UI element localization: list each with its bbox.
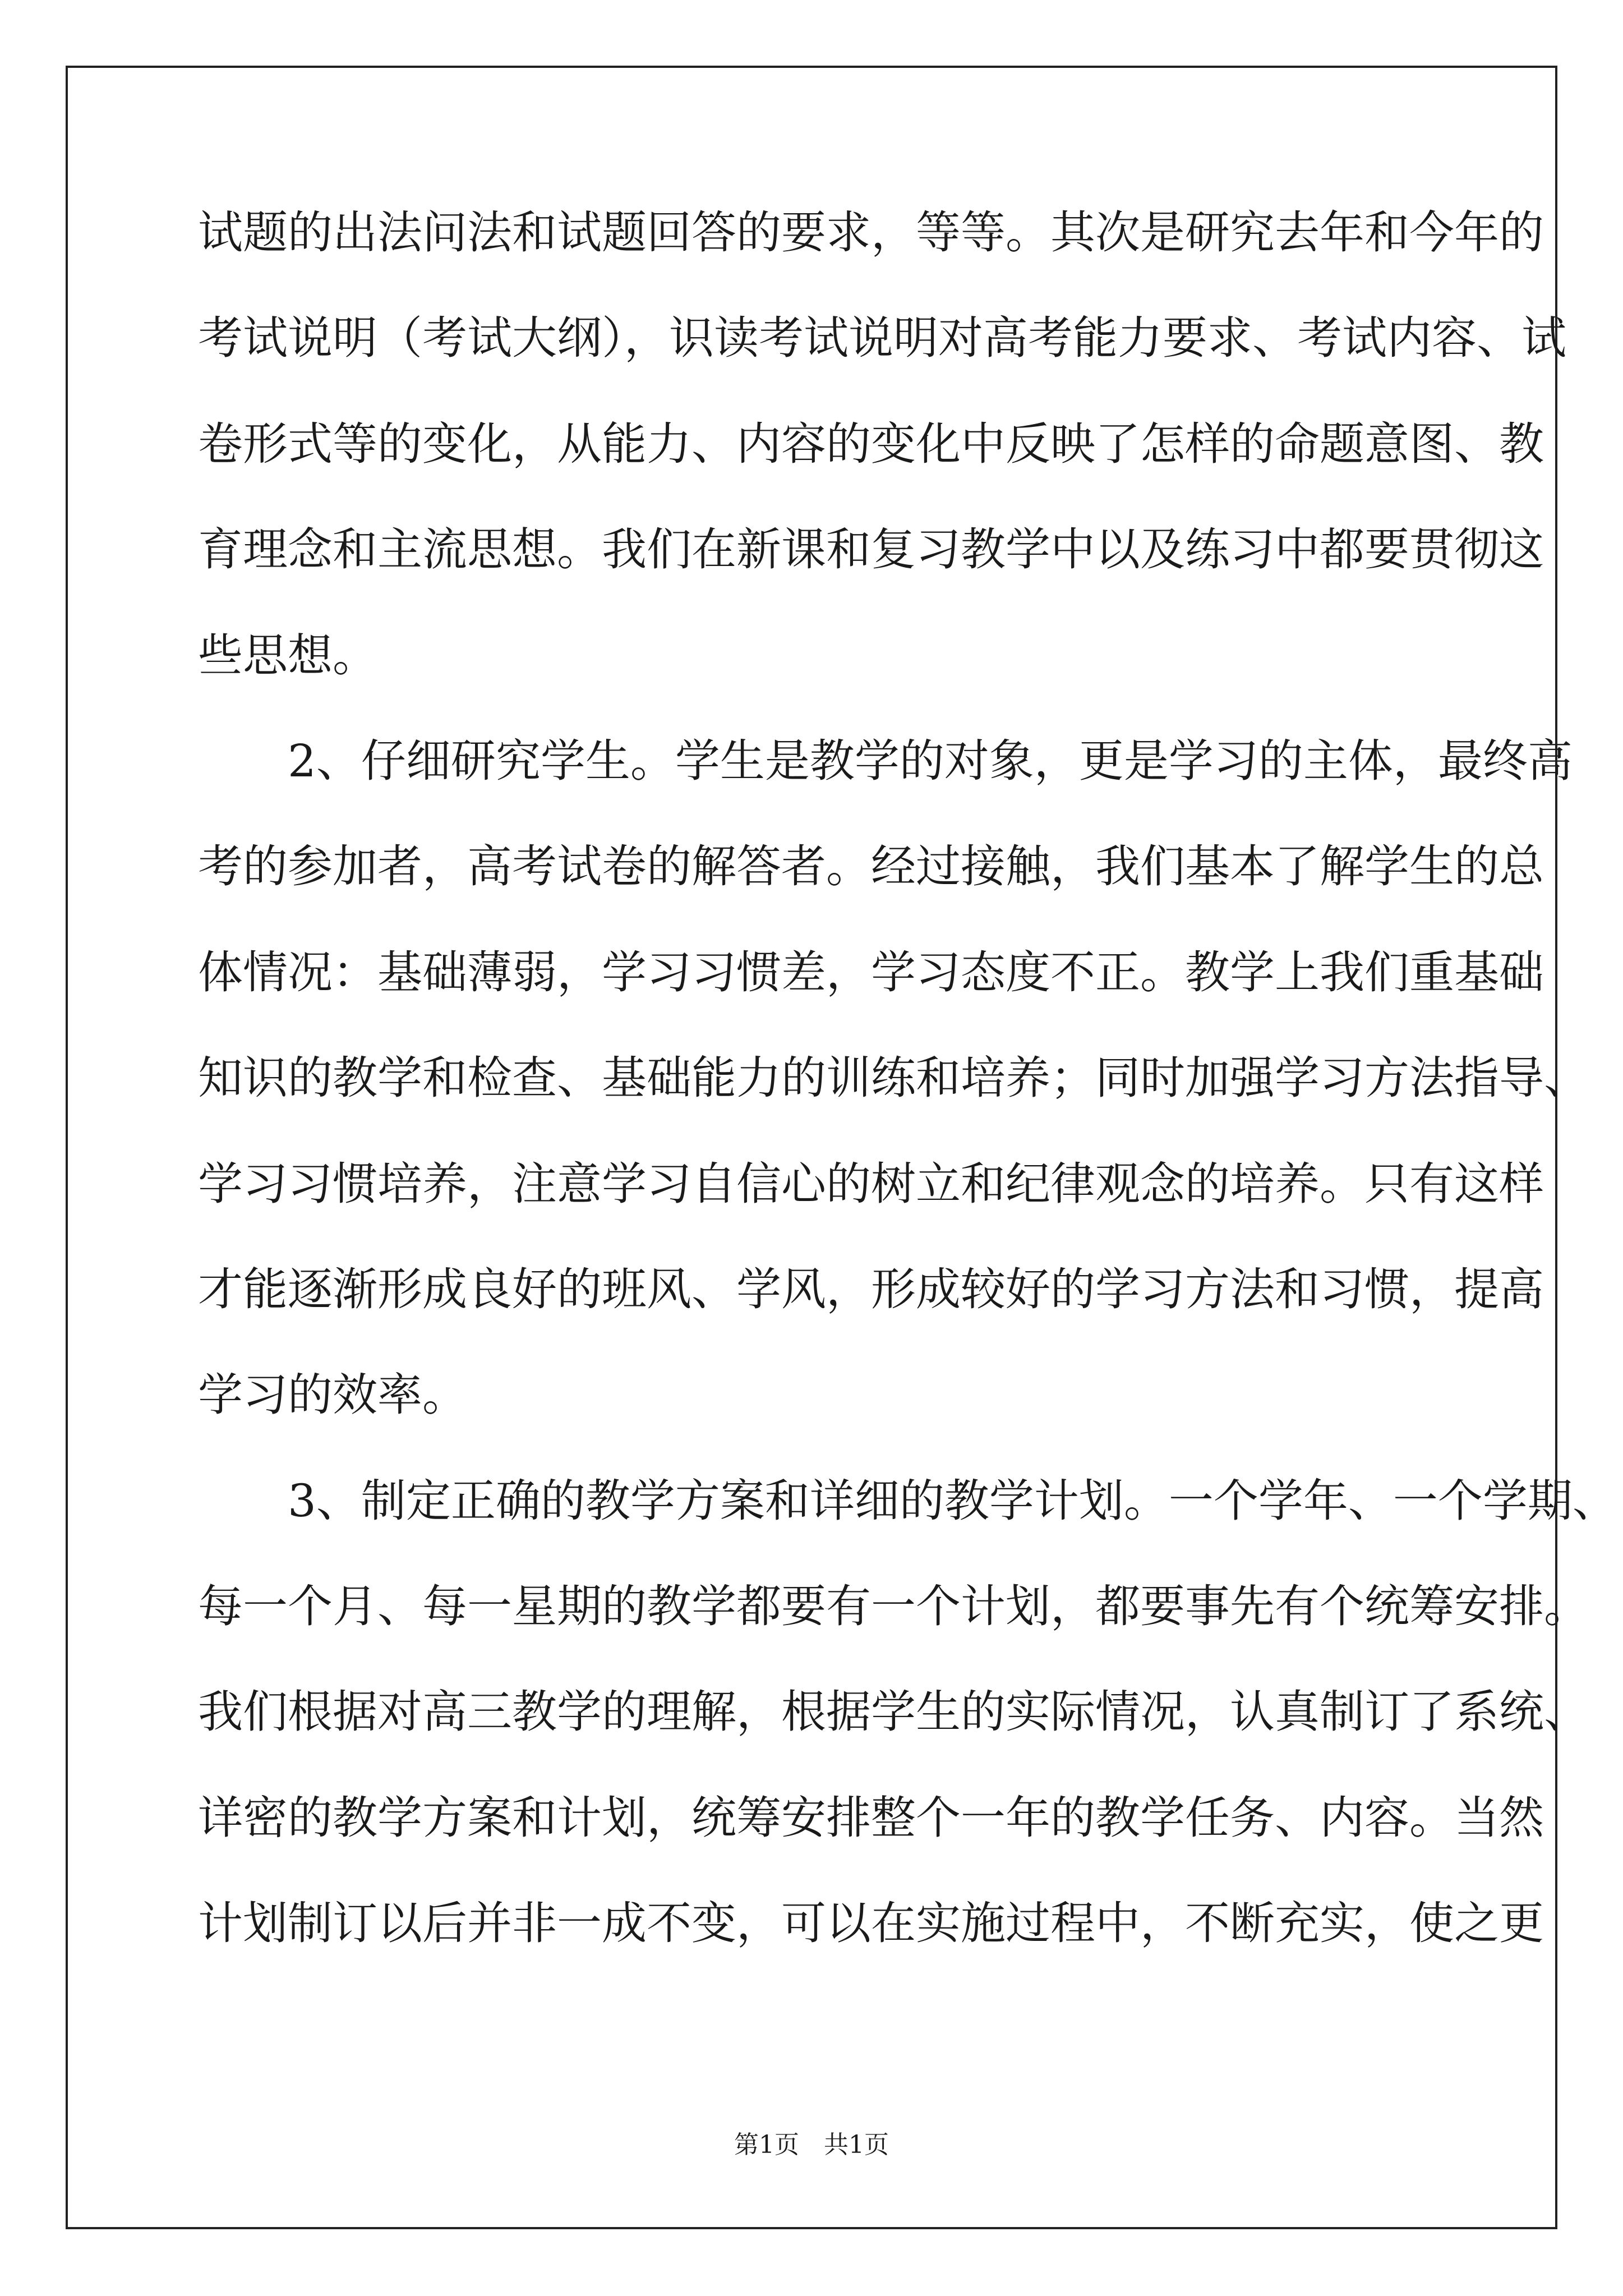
text-line: 考的参加者，高考试卷的解答者。经过接触，我们基本了解学生的总 [198, 840, 1544, 893]
text-line: 试题的出法问法和试题回答的要求，等等。其次是研究去年和今年的 [198, 206, 1544, 259]
text-line: 知识的教学和检查、基础能力的训练和培养；同时加强学习方法指导、 [198, 1052, 1589, 1105]
text-line: 才能逐渐形成良好的班风、学风，形成较好的学习方法和习惯，提高 [198, 1263, 1544, 1315]
text-line: 些思想。 [198, 629, 377, 682]
text-line: 学习的效率。 [198, 1369, 467, 1421]
text-line-paragraph-start: 2、仔细研究学生。学生是教学的对象，更是学习的主体，最终高 [288, 734, 1573, 787]
text-line-paragraph-start: 3、制定正确的教学方案和详细的教学计划。一个学年、一个学期、 [288, 1474, 1617, 1527]
page-number-footer: 第1页 共1页 [734, 2131, 889, 2159]
text-line: 详密的教学方案和计划，统筹安排整个一年的教学任务、内容。当然 [198, 1791, 1544, 1844]
text-line: 每一个月、每一星期的教学都要有一个计划，都要事先有个统筹安排。 [198, 1580, 1589, 1633]
document-body [198, 202, 1617, 1999]
text-line: 体情况：基础薄弱，学习习惯差，学习态度不正。教学上我们重基础 [198, 946, 1544, 999]
text-line: 我们根据对高三教学的理解，根据学生的实际情况，认真制订了系统、 [198, 1686, 1589, 1738]
text-line: 学习习惯培养，注意学习自信心的树立和纪律观念的培养。只有这样 [198, 1157, 1544, 1210]
text-line: 卷形式等的变化，从能力、内容的变化中反映了怎样的命题意图、教 [198, 417, 1544, 470]
text-line: 计划制订以后并非一成不变，可以在实施过程中，不断充实，使之更 [198, 1897, 1544, 1950]
text-line: 考试说明（考试大纲），识读考试说明对高考能力要求、考试内容、试 [198, 312, 1566, 365]
text-line: 育理念和主流思想。我们在新课和复习教学中以及练习中都要贯彻这 [198, 523, 1544, 576]
